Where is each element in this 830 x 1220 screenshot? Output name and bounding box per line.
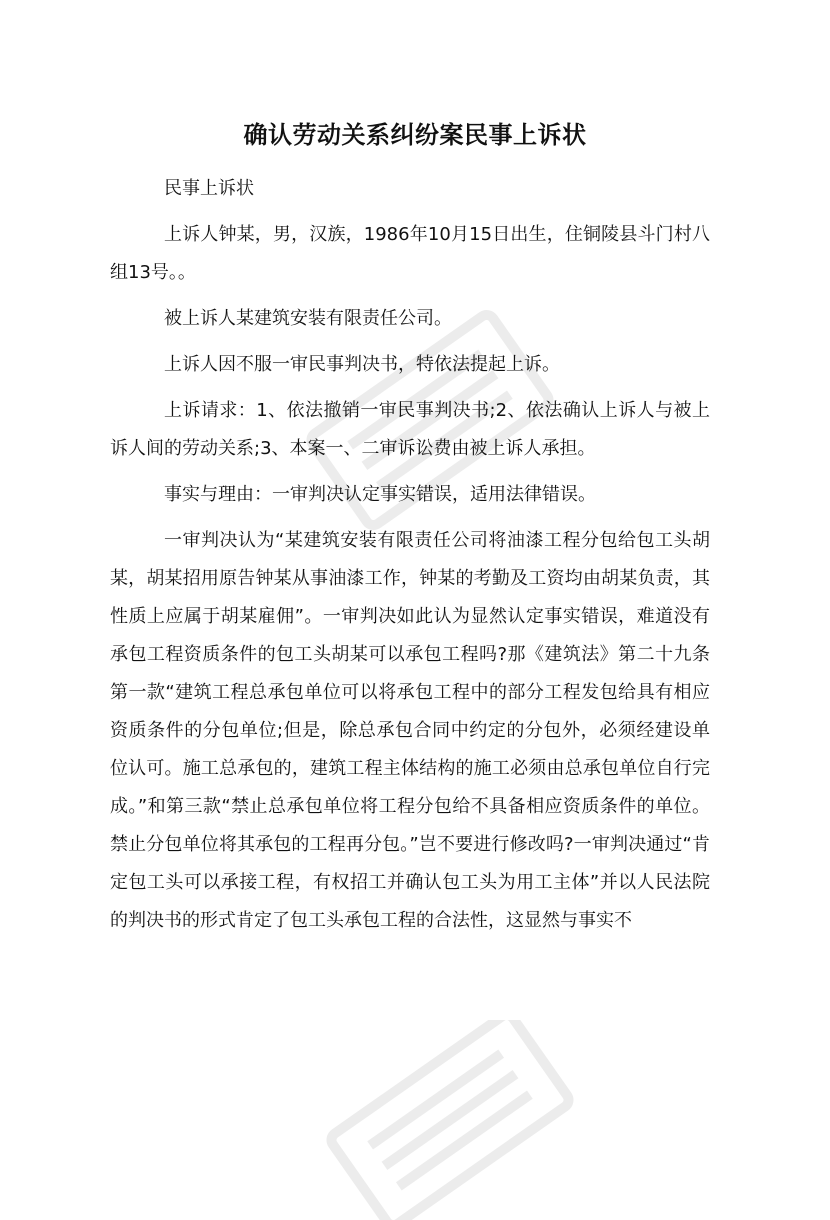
paragraph-appellant: 上诉人钟某，男，汉族，1986年10月15日出生，住铜陵县斗门村八组13号。。 — [110, 224, 710, 283]
paragraph-appeal-statement: 上诉人因不服一审民事判决书，特依法提起上诉。 — [164, 354, 560, 375]
document-title: 确认劳动关系纠纷案民事上诉状 — [243, 121, 587, 149]
document-body — [110, 170, 710, 948]
paragraph-heading: 民事上诉状 — [164, 178, 254, 199]
watermark-stamp-icon — [300, 1020, 600, 1220]
paragraph-appellee: 被上诉人某建筑安装有限责任公司。 — [164, 308, 452, 329]
paragraph-facts-reasons: 事实与理由：一审判决认定事实错误，适用法律错误。 — [164, 484, 596, 505]
paragraph-argument: 一审判决认为“某建筑安装有限责任公司将油漆工程分包给包工头胡某，胡某招用原告钟某从事油漆工作，钟某的考勤及工资均由胡某负责，其性质上应属于胡某雇佣”。一审判决如此认为显然认定事实错误，难道没有承包工程资质条件的包工头胡某可以承包工程吗?那《建筑法》第二十九条第一款“建筑工程总承包单位可以将承包工程中的部分工程发包给具有相应资质条件的分包单位;但是，除总承包合同中约定的分包外，必须经建设单位认可。施工总承包的，建筑工程主体结构的施工必须由总承包单位自行完成。”和第三款“禁止总承包单位将工程分包给不具备相应资质条件的单位。禁止分包单位将其承包的工程再分包。”岂不要进行修改吗?一审判决通过“肯定包工头可以承接工程，有权招工并确认包工头为用工主体”并以人民法院的判决书的形式肯定了包工头承包工程的合法性，这显然与事实不 — [110, 530, 710, 931]
paragraph-appeal-requests: 上诉请求：1、依法撤销一审民事判决书;2、依法确认上诉人与被上诉人间的劳动关系;3、本案一、二审诉讼费由被上诉人承担。 — [110, 400, 710, 459]
